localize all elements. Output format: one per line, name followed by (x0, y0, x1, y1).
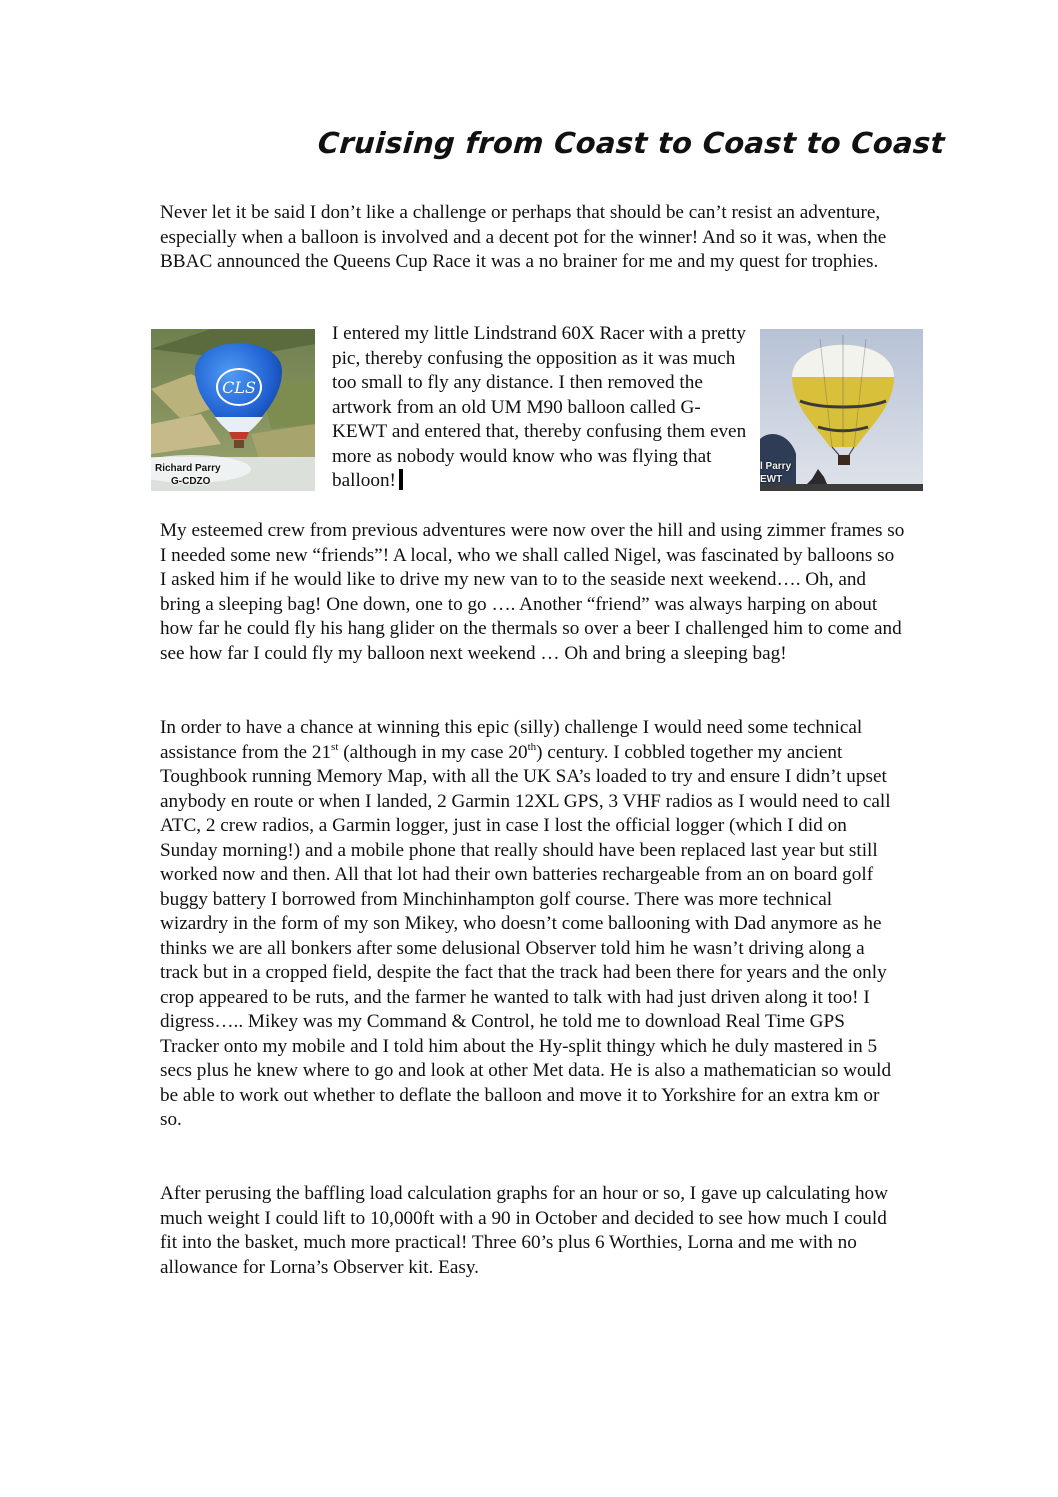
balloon-photo-g-kewt (760, 329, 923, 491)
photo-caption-name-partial: l Parry (760, 461, 792, 472)
paragraph-load: After perusing the baffling load calculation graphs for an hour or so, I gave up calculating how much weight I could lift to 10,000ft with a 90 in October and decided to see how much I could fit into the basket, much more practical! Three 60’s plus 6 Worthies, Lorna and me with no allowance for Lorna’s Observer kit. Easy. (160, 1183, 889, 1278)
photo-caption-registration-partial: EWT (760, 474, 783, 485)
photo-caption-registration: G-CDZO (171, 476, 211, 487)
text-cursor (399, 469, 403, 490)
paragraph-entry: I entered my little Lindstrand 60X Racer with a pretty pic, thereby confusing the opposition as it was much too small to fly any distance. I then removed the artwork from an old UM M90 balloon called G-KEWT and entered that, thereby confusing them even more as nobody would know who was flying that balloon! (332, 323, 747, 491)
paragraph-intro: Never let it be said I don’t like a challenge or perhaps that should be can’t resist an adventure, especially when a balloon is involved and a decent pot for the winner! And so it was, when the BBAC announced the Queens Cup Race it was a no brainer for me and my quest for trophies. (160, 202, 887, 272)
page-title: Cruising from Coast to Coast to Coast (316, 126, 946, 160)
balloon-logo-text: CLS (222, 378, 256, 397)
photo-caption-name: Richard Parry (155, 463, 221, 474)
paragraph-crew: My esteemed crew from previous adventures were now over the hill and using zimmer frames so I needed some new “friends”! A local, who we shall called Nigel, was fascinated by balloons so I asked him if he would like to drive my new van to to the seaside next weekend…. Oh, and bring a sleeping bag! One down, one to go …. Another “friend” was always harping on about how far he could fly his hang glider on the thermals so over a beer I challenged him to come and see how far I could fly my balloon next weekend … Oh and bring a sleeping bag! (160, 520, 905, 664)
balloon-photo-g-cdzo (151, 329, 315, 491)
paragraph-technical: In order to have a chance at winning this epic (silly) challenge I would need some technical assistance from the 21st (although in my case 20th) century. I cobbled together my ancient Toughbook running Memory Map, with all the UK SA’s loaded to try and ensure I didn’t upset anybody en route or when I landed, 2 Garmin 12XL GPS, 3 VHF radios as I would need to call ATC, 2 crew radios, a Garmin logger, just in case I lost the official logger (which I did on Sunday morning!) and a mobile phone that really should have been replaced last year but still worked now and then. All that lot had their own batteries rechargeable from an on board golf buggy battery I borrowed from Minchinhampton golf course. There was more technical wizardry in the form of my son Mikey, who doesn’t come ballooning with Dad anymore as he thinks we are all bonkers after some delusional Observer told him he wasn’t driving along a track but in a cropped field, despite the fact that the track had been there for years and the only crop appeared to be ruts, and the farmer he wanted to talk with had just driven along it too! I digress….. Mikey was my Command & Control, he told me to download Real Time GPS Tracker onto my mobile and I told him about the Hy-split thingy which he duly mastered in 5 secs plus he knew where to go and look at other Met data. He is also a mathematician so would be able to work out whether to deflate the balloon and move it to Yorkshire for an extra km or so. (160, 717, 892, 1130)
